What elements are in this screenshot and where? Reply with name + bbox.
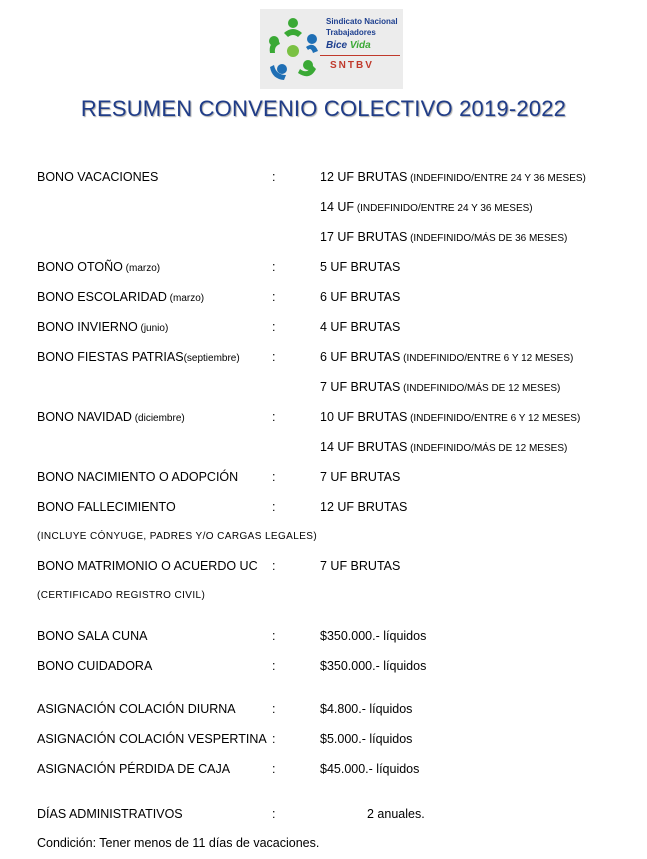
row-colacion-vespertina [0,732,647,750]
row-bono-otono [0,260,647,278]
document-title: RESUMEN CONVENIO COLECTIVO 2019-2022 [80,96,567,121]
row-value: $45.000.- líquidos [320,762,420,776]
row-value: 14 UF (INDEFINIDO/ENTRE 24 Y 36 MESES) [320,200,533,214]
row-value: 7 UF BRUTAS [320,559,401,573]
row-label: BONO NAVIDAD (diciembre) [37,410,185,424]
row-colon: : [272,290,276,304]
row-colon: : [272,350,276,364]
row-bono-cuidadora [0,659,647,677]
row-label: BONO INVIERNO (junio) [37,320,169,334]
row-label: DÍAS ADMINISTRATIVOS [37,807,183,821]
row-label: BONO OTOÑO (marzo) [37,260,161,274]
row-perdida-de-caja [0,762,647,780]
logo-bice: Bice [326,40,348,51]
row-bono-navidad [0,410,647,428]
row-label: BONO FIESTAS PATRIAS(septiembre) [37,350,240,364]
logo-divider [320,55,400,56]
row-colon: : [272,659,276,673]
row-value: $350.000.- líquidos [320,629,427,643]
row-label: ASIGNACIÓN COLACIÓN VESPERTINA [37,732,267,746]
union-logo [260,9,403,89]
row-value: 5 UF BRUTAS [320,260,401,274]
row-value: 7 UF BRUTAS (INDEFINIDO/MÁS DE 12 MESES) [320,380,561,394]
row-colon: : [272,629,276,643]
row-label: BONO VACACIONES [37,170,159,184]
logo-line-3 [326,41,371,51]
logo-vida: Vida [349,40,371,51]
logo-line-1: Sindicato Nacional [326,17,398,26]
row-colon: : [272,500,276,514]
note-fallecimiento: (INCLUYE CÓNYUGE, PADRES Y/O CARGAS LEGALES) [37,531,318,542]
row-bono-sala-cuna [0,629,647,647]
row-bono-nacimiento [0,470,647,488]
note-matrimonio: (CERTIFICADO REGISTRO CIVIL) [37,590,206,601]
row-bono-vacaciones-2 [0,200,647,218]
row-value: $350.000.- líquidos [320,659,427,673]
row-colon: : [272,762,276,776]
row-colon: : [272,702,276,716]
row-value: 4 UF BRUTAS [320,320,401,334]
row-label: BONO SALA CUNA [37,629,148,643]
row-colon: : [272,807,276,821]
row-value: 12 UF BRUTAS (INDEFINIDO/ENTRE 24 Y 36 MESES) [320,170,586,184]
logo-line-2: Trabajadores [326,28,376,37]
row-bono-fallecimiento [0,500,647,518]
row-value: 2 anuales. [367,807,425,821]
row-bono-fiestas-patrias-2 [0,380,647,398]
row-value: 7 UF BRUTAS [320,470,401,484]
row-colon: : [272,410,276,424]
row-colacion-diurna [0,702,647,720]
row-label: ASIGNACIÓN COLACIÓN DIURNA [37,702,236,716]
row-value: 14 UF BRUTAS (INDEFINIDO/MÁS DE 12 MESES) [320,440,568,454]
row-label: BONO MATRIMONIO O ACUERDO UC [37,559,258,573]
row-colon: : [272,732,276,746]
logo-acronym: SNTBV [330,60,374,71]
row-value: 6 UF BRUTAS (INDEFINIDO/ENTRE 6 Y 12 MESES) [320,350,574,364]
row-label: BONO NACIMIENTO O ADOPCIÓN [37,470,239,484]
row-value: 10 UF BRUTAS (INDEFINIDO/ENTRE 6 Y 12 MESES) [320,410,581,424]
row-dias-administrativos [0,807,647,825]
row-label: BONO FALLECIMIENTO [37,500,176,514]
row-bono-fiestas-patrias [0,350,647,368]
people-circle-icon [260,9,326,89]
row-colon: : [272,170,276,184]
row-value: $5.000.- líquidos [320,732,413,746]
row-colon: : [272,559,276,573]
row-label: ASIGNACIÓN PÉRDIDA DE CAJA [37,762,231,776]
row-value: 17 UF BRUTAS (INDEFINIDO/MÁS DE 36 MESES) [320,230,568,244]
row-bono-matrimonio [0,559,647,577]
row-colon: : [272,320,276,334]
row-value: $4.800.- líquidos [320,702,413,716]
row-value: 12 UF BRUTAS [320,500,408,514]
row-bono-escolaridad [0,290,647,308]
row-colon: : [272,260,276,274]
condition-text: Condición: Tener menos de 11 días de vacaciones. [37,836,320,850]
row-bono-vacaciones-3 [0,230,647,248]
row-bono-navidad-2 [0,440,647,458]
row-bono-invierno [0,320,647,338]
row-value: 6 UF BRUTAS [320,290,401,304]
row-colon: : [272,470,276,484]
row-bono-vacaciones [0,170,647,188]
row-label: BONO ESCOLARIDAD (marzo) [37,290,205,304]
row-label: BONO CUIDADORA [37,659,153,673]
